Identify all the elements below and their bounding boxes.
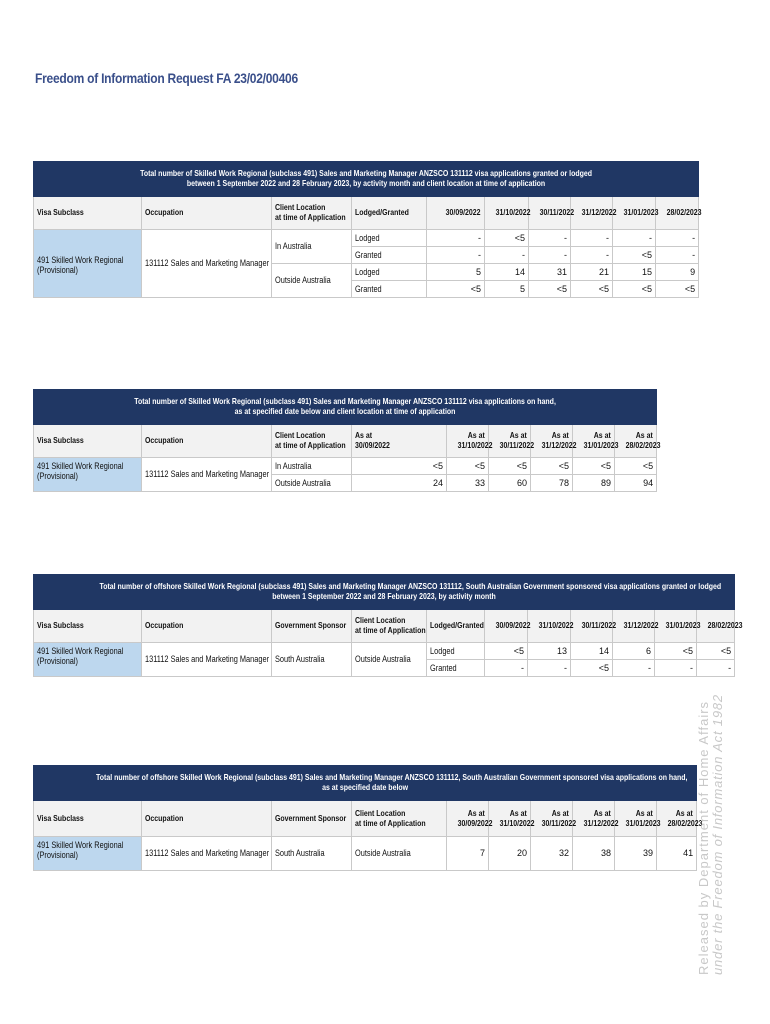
location-cell: Outside Australia (352, 837, 447, 871)
col-header-date: As at 28/02/2023 (615, 425, 657, 458)
value-cell: <5 (352, 458, 447, 475)
value-cell: <5 (489, 458, 531, 475)
col-header-date: 28/02/2023 (656, 197, 699, 230)
value-cell: 94 (615, 475, 657, 492)
value-cell: <5 (655, 643, 697, 660)
value-cell: 13 (528, 643, 571, 660)
visa-subclass-cell: 491 Skilled Work Regional (Provisional) (34, 230, 142, 298)
col-header-date: As at 31/12/2022 (573, 801, 615, 837)
value-cell: - (613, 660, 655, 677)
status-cell: Lodged (427, 643, 485, 660)
col-header-date: 31/10/2022 (485, 197, 529, 230)
col-header-date: 30/11/2022 (529, 197, 571, 230)
value-cell: 39 (615, 837, 657, 871)
value-cell: - (656, 230, 699, 247)
value-cell: 33 (447, 475, 489, 492)
col-header-date: As at 31/10/2022 (489, 801, 531, 837)
value-cell: 31 (529, 264, 571, 281)
value-cell: <5 (571, 660, 613, 677)
value-cell: 41 (657, 837, 697, 871)
status-cell: Granted (352, 247, 427, 264)
heading-line-2: as at specified date below and client location at time of application (234, 406, 456, 416)
value-cell: 15 (613, 264, 656, 281)
value-cell: 60 (489, 475, 531, 492)
value-cell: 89 (573, 475, 615, 492)
value-cell: 24 (352, 475, 447, 492)
location-cell: Outside Australia (272, 475, 352, 492)
col-header-date: As at 28/02/2023 (657, 801, 697, 837)
col-header-lodged-granted: Lodged/Granted (352, 197, 427, 230)
occupation-cell: 131112 Sales and Marketing Manager (142, 643, 272, 677)
value-cell: 20 (489, 837, 531, 871)
table-sa-on-hand (33, 765, 703, 871)
table-sa-lodged-granted (33, 574, 743, 677)
visa-subclass-cell: 491 Skilled Work Regional (Provisional) (34, 458, 142, 492)
value-cell: <5 (571, 281, 613, 298)
value-cell: <5 (447, 458, 489, 475)
location-cell: Outside Australia (272, 264, 352, 298)
value-cell: 5 (427, 264, 485, 281)
value-cell: - (529, 230, 571, 247)
col-header-visa: Visa Subclass (34, 801, 142, 837)
value-cell: 14 (571, 643, 613, 660)
col-header-client-location: Client Location at time of Application (272, 197, 352, 230)
col-header-date: As at 31/01/2023 (573, 425, 615, 458)
value-cell: 7 (447, 837, 489, 871)
location-cell: Outside Australia (352, 643, 427, 677)
col-header-government-sponsor: Government Sponsor (272, 610, 352, 643)
col-header-lodged-granted: Lodged/Granted (427, 610, 485, 643)
visa-subclass-cell: 491 Skilled Work Regional (Provisional) (34, 643, 142, 677)
value-cell: 6 (613, 643, 655, 660)
watermark-line-1: Released by Department of Home Affairs (696, 700, 711, 975)
status-cell: Lodged (352, 230, 427, 247)
heading-line-1: Total number of offshore Skilled Work Regional (subclass 491) Sales and Marketing Manager ANZSCO 131112, South Australian Government sponsored visa applications granted or lodged (99, 581, 722, 592)
table-heading (34, 575, 735, 610)
page-title: Freedom of Information Request FA 23/02/00406 (35, 70, 298, 86)
value-cell: - (655, 660, 697, 677)
value-cell: - (571, 230, 613, 247)
table-lodged-granted (33, 161, 702, 298)
value-cell: - (427, 230, 485, 247)
col-header-date: As at 31/01/2023 (615, 801, 657, 837)
col-header-date: 31/01/2023 (655, 610, 697, 643)
col-header-date: 30/11/2022 (571, 610, 613, 643)
value-cell: - (571, 247, 613, 264)
visa-subclass-cell: 491 Skilled Work Regional (Provisional) (34, 837, 142, 871)
value-cell: - (613, 230, 656, 247)
table-row (34, 458, 657, 475)
col-header-date: As at 31/10/2022 (447, 425, 489, 458)
value-cell: <5 (613, 247, 656, 264)
status-cell: Lodged (352, 264, 427, 281)
value-cell: 38 (573, 837, 615, 871)
table-heading (34, 390, 657, 425)
value-cell: - (656, 247, 699, 264)
col-header-date: 31/10/2022 (528, 610, 571, 643)
col-header-occupation: Occupation (142, 610, 272, 643)
col-header-occupation: Occupation (142, 197, 272, 230)
value-cell: <5 (531, 458, 573, 475)
location-cell: In Australia (272, 230, 352, 264)
col-header-date: As at 30/11/2022 (531, 801, 573, 837)
value-cell: - (529, 247, 571, 264)
col-header-occupation: Occupation (142, 801, 272, 837)
value-cell: - (485, 247, 529, 264)
col-header-date: 31/12/2022 (571, 197, 613, 230)
occupation-cell: 131112 Sales and Marketing Manager (142, 458, 272, 492)
value-cell: - (528, 660, 571, 677)
col-header-visa: Visa Subclass (34, 610, 142, 643)
government-sponsor-cell: South Australia (272, 643, 352, 677)
government-sponsor-cell: South Australia (272, 837, 352, 871)
heading-line-1: Total number of Skilled Work Regional (subclass 491) Sales and Marketing Manager ANZSCO 131112 visa applications granted or lodged (140, 168, 592, 179)
value-cell: <5 (529, 281, 571, 298)
col-header-client-location: Client Location at time of Application (352, 610, 427, 643)
col-header-client-location: Client Location at time of Application (352, 801, 447, 837)
col-header-date: 31/12/2022 (613, 610, 655, 643)
value-cell: 21 (571, 264, 613, 281)
col-header-client-location: Client Location at time of Application (272, 425, 352, 458)
heading-line-1: Total number of Skilled Work Regional (subclass 491) Sales and Marketing Manager ANZSCO 131112 visa applications on hand, (134, 396, 556, 407)
status-cell: Granted (427, 660, 485, 677)
col-header-date: 31/01/2023 (613, 197, 656, 230)
occupation-cell: 131112 Sales and Marketing Manager (142, 837, 272, 871)
value-cell: - (485, 660, 528, 677)
value-cell: 78 (531, 475, 573, 492)
table-heading (34, 766, 697, 801)
occupation-cell: 131112 Sales and Marketing Manager (142, 230, 272, 298)
col-header-date: 30/09/2022 (427, 197, 485, 230)
heading-line-2: as at specified date below (322, 782, 409, 792)
value-cell: <5 (485, 643, 528, 660)
col-header-date: As at 31/12/2022 (531, 425, 573, 458)
value-cell: 9 (656, 264, 699, 281)
col-header-date: As at 30/09/2022 (352, 425, 447, 458)
table-row (34, 230, 699, 247)
location-cell: In Australia (272, 458, 352, 475)
col-header-date: 30/09/2022 (485, 610, 528, 643)
status-cell: Granted (352, 281, 427, 298)
value-cell: <5 (573, 458, 615, 475)
value-cell: <5 (613, 281, 656, 298)
release-watermark (697, 635, 725, 975)
table-heading (34, 162, 699, 197)
value-cell: - (697, 660, 735, 677)
value-cell: <5 (697, 643, 735, 660)
value-cell: - (427, 247, 485, 264)
value-cell: 5 (485, 281, 529, 298)
col-header-date: 28/02/2023 (697, 610, 735, 643)
col-header-date: As at 30/09/2022 (447, 801, 489, 837)
heading-line-2: between 1 September 2022 and 28 February 2023, by activity month (272, 591, 496, 601)
table-on-hand (33, 389, 661, 492)
col-header-visa: Visa Subclass (34, 425, 142, 458)
value-cell: <5 (485, 230, 529, 247)
value-cell: <5 (427, 281, 485, 298)
value-cell: <5 (656, 281, 699, 298)
watermark-line-2: under the Freedom of Information Act 1982 (710, 694, 725, 975)
table-row (34, 643, 735, 660)
value-cell: 32 (531, 837, 573, 871)
heading-line-2: between 1 September 2022 and 28 February 2023, by activity month and client location at time of application (186, 178, 546, 188)
col-header-government-sponsor: Government Sponsor (272, 801, 352, 837)
col-header-occupation: Occupation (142, 425, 272, 458)
heading-line-1: Total number of offshore Skilled Work Regional (subclass 491) Sales and Marketing Manager ANZSCO 131112, South Australian Government sponsored visa applications on hand, (96, 772, 688, 783)
table-row (34, 837, 697, 871)
col-header-date: As at 30/11/2022 (489, 425, 531, 458)
value-cell: 14 (485, 264, 529, 281)
value-cell: <5 (615, 458, 657, 475)
col-header-visa: Visa Subclass (34, 197, 142, 230)
